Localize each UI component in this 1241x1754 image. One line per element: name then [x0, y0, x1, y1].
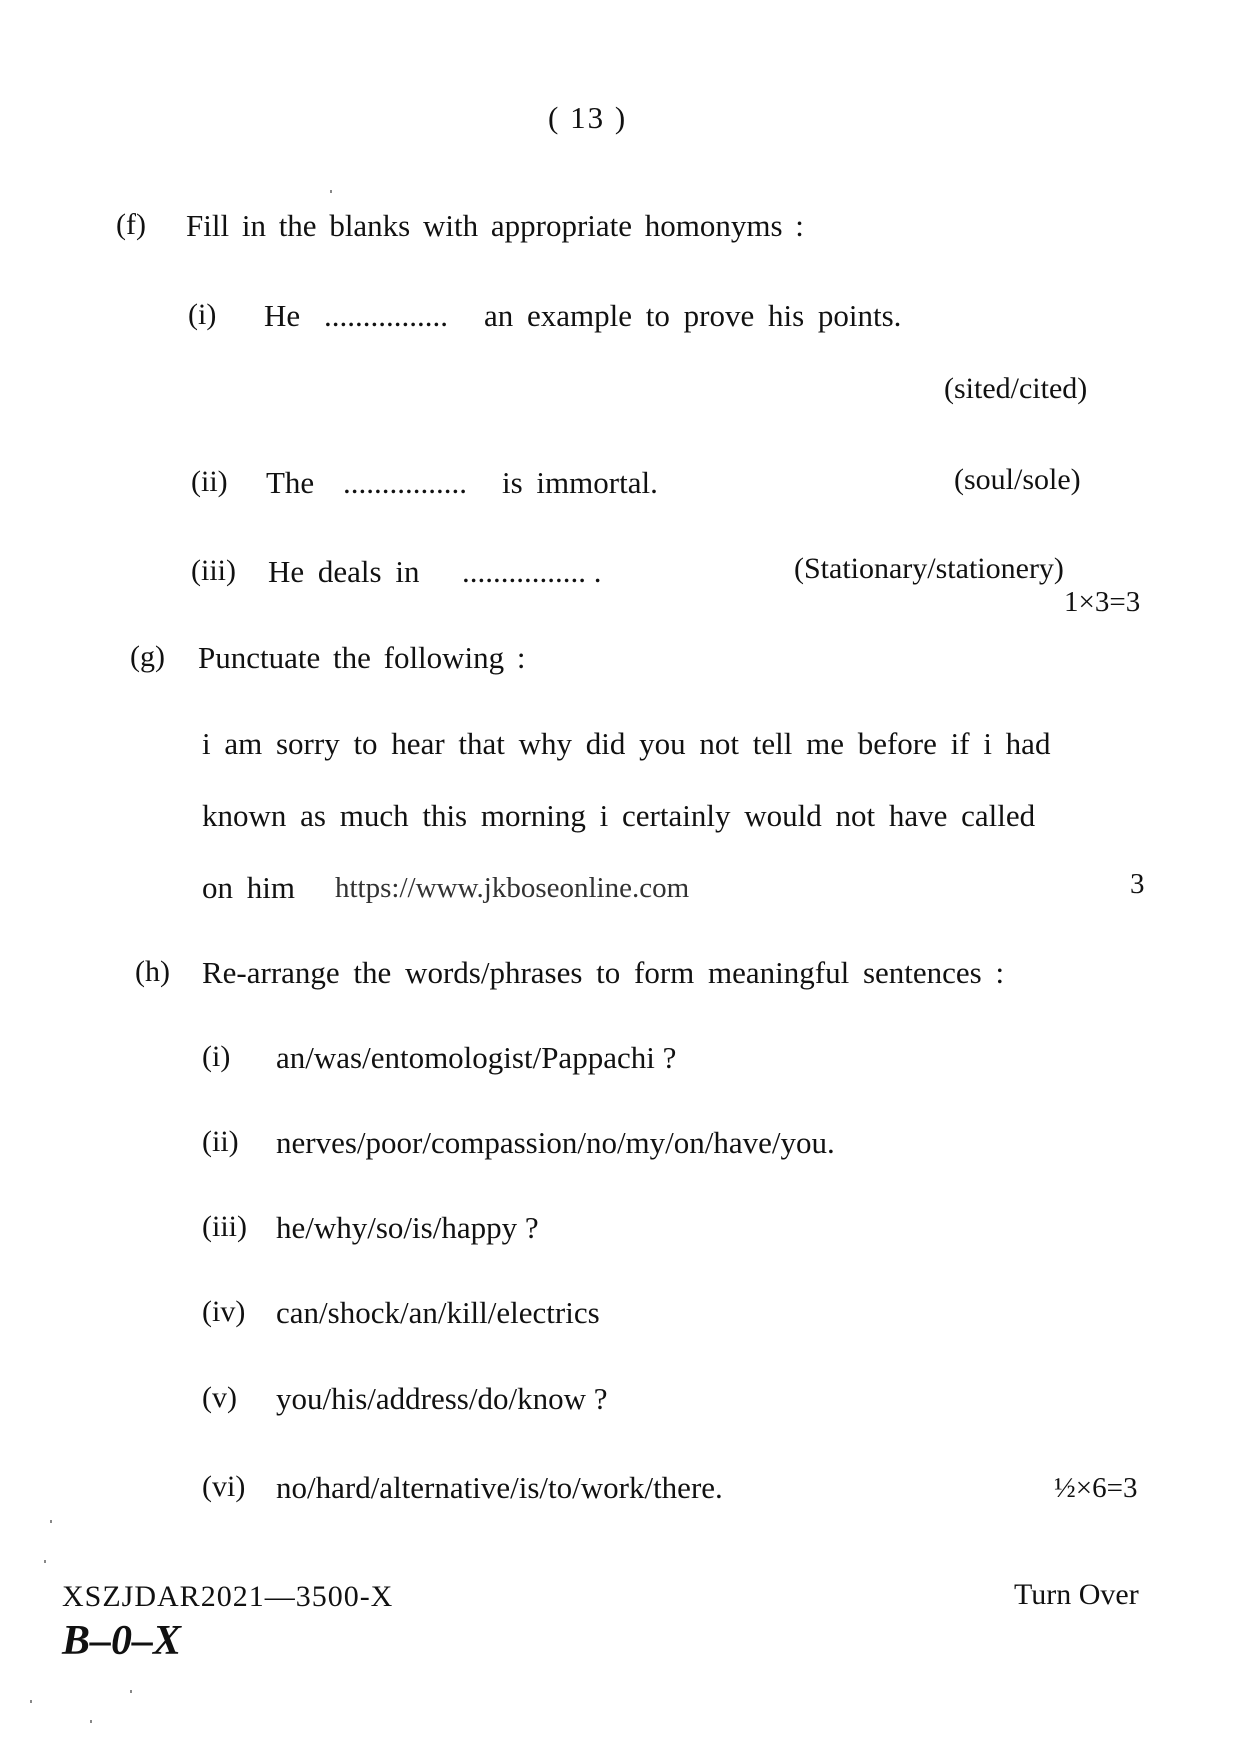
f-item-3-label: (iii) — [191, 554, 236, 587]
g-text-line-1: i am sorry to hear that why did you not tell me before if i had — [202, 726, 1051, 761]
h-item-1-label: (i) — [202, 1040, 231, 1073]
question-h-prompt: Re-arrange the words/phrases to form meaningful sentences : — [202, 955, 1005, 990]
f-item-2-after: is immortal. — [502, 465, 658, 500]
f-item-2-label: (ii) — [191, 465, 228, 498]
h-item-4-text: can/shock/an/kill/electrics — [276, 1295, 600, 1330]
g-text-line-3: on him — [202, 870, 295, 905]
question-f-label: (f) — [116, 208, 146, 241]
question-f-marks: 1×3=3 — [1064, 586, 1141, 618]
scan-speck — [90, 1720, 92, 1723]
h-item-5-label: (v) — [202, 1381, 237, 1414]
f-item-2-before: The — [266, 465, 315, 500]
h-item-4-label: (iv) — [202, 1295, 246, 1328]
f-item-1-before: He — [264, 298, 301, 333]
h-item-2-label: (ii) — [202, 1125, 239, 1158]
g-text-line-2: known as much this morning i certainly would not have called — [202, 798, 1036, 833]
footer-code: XSZJDAR2021—3500-X — [62, 1580, 394, 1613]
h-item-3-label: (iii) — [202, 1210, 247, 1243]
f-item-3-options: (Stationary/stationery) — [794, 552, 1064, 585]
f-item-1-blank: ................ — [324, 298, 448, 333]
scan-speck — [30, 1700, 32, 1703]
question-h-label: (h) — [135, 955, 170, 988]
page-number: ( 13 ) — [548, 100, 628, 135]
f-item-2-options: (soul/sole) — [954, 463, 1081, 496]
question-g-prompt: Punctuate the following : — [198, 640, 526, 675]
f-item-2-blank: ................ — [343, 465, 467, 500]
watermark-url: https://www.jkboseonline.com — [335, 872, 690, 904]
f-item-1-label: (i) — [188, 298, 217, 331]
h-item-3-text: he/why/so/is/happy ? — [276, 1210, 539, 1245]
question-f-prompt: Fill in the blanks with appropriate homonyms : — [186, 208, 804, 243]
scan-speck — [44, 1560, 46, 1563]
scan-speck — [50, 1520, 52, 1523]
f-item-3-before: He deals in — [268, 554, 420, 589]
turn-over: Turn Over — [1014, 1578, 1139, 1611]
question-h-marks: ½×6=3 — [1054, 1472, 1138, 1504]
f-item-1-options: (sited/cited) — [944, 372, 1088, 405]
f-item-3-blank: ................ . — [462, 554, 602, 589]
scan-speck — [330, 190, 332, 193]
footer-series: B–0–X — [62, 1618, 182, 1664]
h-item-5-text: you/his/address/do/know ? — [276, 1381, 608, 1416]
h-item-2-text: nerves/poor/compassion/no/my/on/have/you. — [276, 1125, 835, 1160]
f-item-1-after: an example to prove his points. — [484, 298, 902, 333]
question-g-label: (g) — [130, 640, 165, 673]
question-g-marks: 3 — [1130, 868, 1145, 900]
h-item-6-label: (vi) — [202, 1470, 246, 1503]
scan-speck — [130, 1690, 132, 1693]
h-item-6-text: no/hard/alternative/is/to/work/there. — [276, 1470, 723, 1505]
h-item-1-text: an/was/entomologist/Pappachi ? — [276, 1040, 677, 1075]
